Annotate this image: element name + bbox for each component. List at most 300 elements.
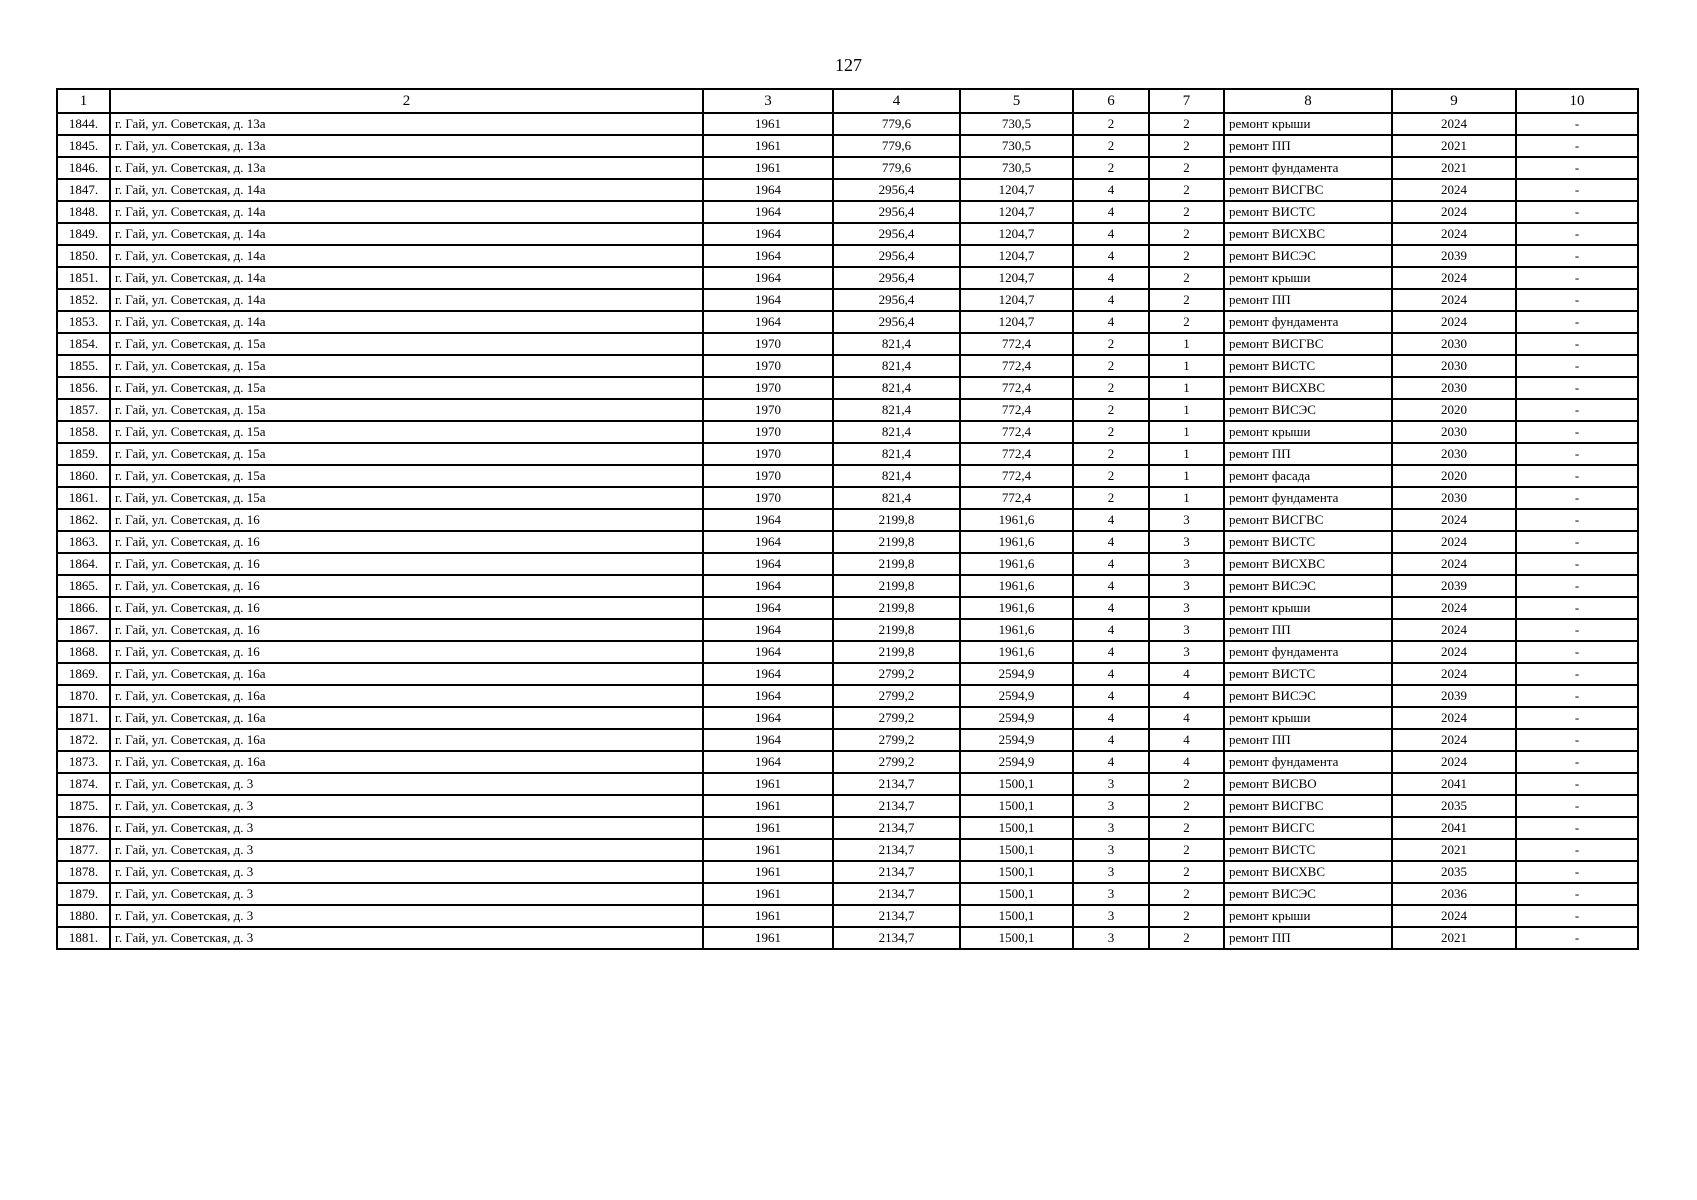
cell-work-type: ремонт ВИСВО (1224, 773, 1392, 795)
table-header-row (57, 89, 1638, 113)
cell-total-area: 821,4 (833, 355, 960, 377)
cell-note: - (1516, 663, 1638, 685)
cell-total-area: 2134,7 (833, 795, 960, 817)
cell-note: - (1516, 509, 1638, 531)
cell-note: - (1516, 597, 1638, 619)
cell-planned-year: 2021 (1392, 157, 1516, 179)
cell-year-built: 1964 (703, 179, 833, 201)
cell-total-area: 2134,7 (833, 905, 960, 927)
cell-row-number: 1857. (57, 399, 110, 421)
cell-entrances: 2 (1149, 839, 1224, 861)
cell-planned-year: 2020 (1392, 465, 1516, 487)
cell-address: г. Гай, ул. Советская, д. 15а (110, 355, 703, 377)
cell-total-area: 779,6 (833, 135, 960, 157)
cell-note: - (1516, 465, 1638, 487)
cell-work-type: ремонт ВИСГС (1224, 817, 1392, 839)
cell-planned-year: 2039 (1392, 245, 1516, 267)
cell-living-area: 1961,6 (960, 641, 1073, 663)
cell-work-type: ремонт ВИСХВС (1224, 377, 1392, 399)
cell-total-area: 2199,8 (833, 553, 960, 575)
cell-planned-year: 2035 (1392, 861, 1516, 883)
cell-floors: 4 (1073, 729, 1149, 751)
cell-entrances: 4 (1149, 663, 1224, 685)
cell-floors: 4 (1073, 245, 1149, 267)
cell-work-type: ремонт фундамента (1224, 311, 1392, 333)
cell-living-area: 2594,9 (960, 707, 1073, 729)
cell-entrances: 1 (1149, 333, 1224, 355)
cell-living-area: 1204,7 (960, 289, 1073, 311)
cell-planned-year: 2036 (1392, 883, 1516, 905)
column-header-7: 7 (1149, 89, 1224, 113)
cell-year-built: 1964 (703, 553, 833, 575)
table-row (57, 685, 1638, 707)
column-header-5: 5 (960, 89, 1073, 113)
cell-row-number: 1864. (57, 553, 110, 575)
cell-entrances: 1 (1149, 377, 1224, 399)
cell-note: - (1516, 289, 1638, 311)
cell-floors: 2 (1073, 421, 1149, 443)
cell-planned-year: 2024 (1392, 311, 1516, 333)
cell-floors: 2 (1073, 443, 1149, 465)
cell-floors: 3 (1073, 927, 1149, 949)
column-header-1: 1 (57, 89, 110, 113)
table-row (57, 201, 1638, 223)
cell-work-type: ремонт ВИСЭС (1224, 245, 1392, 267)
cell-row-number: 1876. (57, 817, 110, 839)
cell-work-type: ремонт ВИСХВС (1224, 553, 1392, 575)
cell-note: - (1516, 575, 1638, 597)
cell-work-type: ремонт ВИСГВС (1224, 795, 1392, 817)
table-row (57, 399, 1638, 421)
cell-note: - (1516, 333, 1638, 355)
cell-planned-year: 2024 (1392, 619, 1516, 641)
cell-address: г. Гай, ул. Советская, д. 14а (110, 245, 703, 267)
cell-note: - (1516, 773, 1638, 795)
cell-living-area: 1961,6 (960, 531, 1073, 553)
cell-address: г. Гай, ул. Советская, д. 15а (110, 443, 703, 465)
table-row (57, 707, 1638, 729)
cell-row-number: 1853. (57, 311, 110, 333)
cell-row-number: 1877. (57, 839, 110, 861)
cell-floors: 3 (1073, 861, 1149, 883)
cell-total-area: 2199,8 (833, 509, 960, 531)
cell-address: г. Гай, ул. Советская, д. 14а (110, 179, 703, 201)
cell-total-area: 821,4 (833, 487, 960, 509)
cell-row-number: 1869. (57, 663, 110, 685)
cell-living-area: 772,4 (960, 421, 1073, 443)
table-row (57, 113, 1638, 135)
cell-total-area: 821,4 (833, 333, 960, 355)
cell-year-built: 1970 (703, 355, 833, 377)
cell-year-built: 1970 (703, 487, 833, 509)
cell-row-number: 1855. (57, 355, 110, 377)
cell-entrances: 3 (1149, 597, 1224, 619)
cell-living-area: 1204,7 (960, 311, 1073, 333)
cell-living-area: 1500,1 (960, 817, 1073, 839)
cell-row-number: 1852. (57, 289, 110, 311)
cell-work-type: ремонт фундамента (1224, 487, 1392, 509)
cell-entrances: 2 (1149, 113, 1224, 135)
cell-planned-year: 2039 (1392, 685, 1516, 707)
cell-entrances: 1 (1149, 355, 1224, 377)
cell-row-number: 1862. (57, 509, 110, 531)
cell-note: - (1516, 223, 1638, 245)
cell-entrances: 2 (1149, 267, 1224, 289)
cell-year-built: 1961 (703, 905, 833, 927)
table-row (57, 289, 1638, 311)
cell-year-built: 1964 (703, 707, 833, 729)
cell-note: - (1516, 707, 1638, 729)
cell-entrances: 3 (1149, 531, 1224, 553)
cell-living-area: 730,5 (960, 113, 1073, 135)
cell-floors: 3 (1073, 905, 1149, 927)
cell-living-area: 772,4 (960, 377, 1073, 399)
cell-living-area: 772,4 (960, 355, 1073, 377)
cell-living-area: 1500,1 (960, 773, 1073, 795)
cell-note: - (1516, 113, 1638, 135)
table-body (57, 113, 1638, 949)
table-row (57, 575, 1638, 597)
column-header-9: 9 (1392, 89, 1516, 113)
cell-planned-year: 2024 (1392, 509, 1516, 531)
table-row (57, 751, 1638, 773)
cell-year-built: 1964 (703, 685, 833, 707)
cell-living-area: 1961,6 (960, 553, 1073, 575)
column-header-10: 10 (1516, 89, 1638, 113)
cell-address: г. Гай, ул. Советская, д. 16 (110, 553, 703, 575)
cell-address: г. Гай, ул. Советская, д. 3 (110, 905, 703, 927)
cell-entrances: 3 (1149, 553, 1224, 575)
cell-floors: 2 (1073, 333, 1149, 355)
cell-entrances: 2 (1149, 201, 1224, 223)
cell-floors: 4 (1073, 267, 1149, 289)
cell-planned-year: 2039 (1392, 575, 1516, 597)
cell-note: - (1516, 751, 1638, 773)
cell-row-number: 1872. (57, 729, 110, 751)
table-row (57, 839, 1638, 861)
cell-planned-year: 2020 (1392, 399, 1516, 421)
cell-entrances: 2 (1149, 927, 1224, 949)
cell-address: г. Гай, ул. Советская, д. 16а (110, 729, 703, 751)
cell-total-area: 2199,8 (833, 619, 960, 641)
cell-living-area: 1204,7 (960, 267, 1073, 289)
table-row (57, 355, 1638, 377)
cell-year-built: 1961 (703, 861, 833, 883)
cell-address: г. Гай, ул. Советская, д. 3 (110, 773, 703, 795)
cell-living-area: 772,4 (960, 465, 1073, 487)
cell-row-number: 1861. (57, 487, 110, 509)
cell-note: - (1516, 619, 1638, 641)
cell-floors: 3 (1073, 817, 1149, 839)
cell-address: г. Гай, ул. Советская, д. 16 (110, 597, 703, 619)
cell-total-area: 2134,7 (833, 817, 960, 839)
cell-year-built: 1964 (703, 223, 833, 245)
table-row (57, 773, 1638, 795)
column-header-6: 6 (1073, 89, 1149, 113)
cell-year-built: 1964 (703, 663, 833, 685)
cell-work-type: ремонт фундамента (1224, 641, 1392, 663)
cell-address: г. Гай, ул. Советская, д. 15а (110, 333, 703, 355)
cell-note: - (1516, 399, 1638, 421)
cell-note: - (1516, 531, 1638, 553)
cell-work-type: ремонт ПП (1224, 443, 1392, 465)
table-row (57, 729, 1638, 751)
table-row (57, 619, 1638, 641)
cell-planned-year: 2024 (1392, 267, 1516, 289)
cell-address: г. Гай, ул. Советская, д. 14а (110, 223, 703, 245)
cell-address: г. Гай, ул. Советская, д. 16 (110, 641, 703, 663)
cell-floors: 2 (1073, 113, 1149, 135)
cell-planned-year: 2024 (1392, 113, 1516, 135)
cell-note: - (1516, 861, 1638, 883)
cell-row-number: 1858. (57, 421, 110, 443)
cell-floors: 4 (1073, 685, 1149, 707)
cell-floors: 4 (1073, 509, 1149, 531)
cell-living-area: 1204,7 (960, 245, 1073, 267)
column-header-8: 8 (1224, 89, 1392, 113)
cell-year-built: 1964 (703, 729, 833, 751)
cell-address: г. Гай, ул. Советская, д. 14а (110, 201, 703, 223)
cell-address: г. Гай, ул. Советская, д. 14а (110, 289, 703, 311)
cell-living-area: 1204,7 (960, 223, 1073, 245)
cell-total-area: 2956,4 (833, 201, 960, 223)
cell-work-type: ремонт крыши (1224, 905, 1392, 927)
cell-year-built: 1970 (703, 333, 833, 355)
cell-entrances: 2 (1149, 883, 1224, 905)
cell-year-built: 1961 (703, 927, 833, 949)
cell-living-area: 772,4 (960, 399, 1073, 421)
cell-entrances: 2 (1149, 861, 1224, 883)
cell-row-number: 1870. (57, 685, 110, 707)
cell-total-area: 821,4 (833, 377, 960, 399)
cell-planned-year: 2024 (1392, 201, 1516, 223)
cell-year-built: 1961 (703, 113, 833, 135)
cell-row-number: 1881. (57, 927, 110, 949)
cell-year-built: 1970 (703, 399, 833, 421)
cell-work-type: ремонт ПП (1224, 729, 1392, 751)
cell-planned-year: 2030 (1392, 421, 1516, 443)
cell-note: - (1516, 443, 1638, 465)
cell-row-number: 1880. (57, 905, 110, 927)
cell-year-built: 1961 (703, 157, 833, 179)
cell-total-area: 2799,2 (833, 729, 960, 751)
cell-floors: 3 (1073, 795, 1149, 817)
cell-living-area: 1500,1 (960, 883, 1073, 905)
cell-planned-year: 2030 (1392, 377, 1516, 399)
cell-work-type: ремонт крыши (1224, 597, 1392, 619)
cell-planned-year: 2021 (1392, 135, 1516, 157)
cell-address: г. Гай, ул. Советская, д. 3 (110, 795, 703, 817)
table-row (57, 179, 1638, 201)
cell-total-area: 2956,4 (833, 311, 960, 333)
table-row (57, 267, 1638, 289)
cell-year-built: 1964 (703, 311, 833, 333)
cell-floors: 3 (1073, 773, 1149, 795)
cell-floors: 4 (1073, 619, 1149, 641)
cell-work-type: ремонт ВИСГВС (1224, 509, 1392, 531)
cell-total-area: 2956,4 (833, 245, 960, 267)
table-row (57, 443, 1638, 465)
cell-address: г. Гай, ул. Советская, д. 3 (110, 927, 703, 949)
cell-floors: 4 (1073, 531, 1149, 553)
cell-work-type: ремонт крыши (1224, 707, 1392, 729)
cell-row-number: 1850. (57, 245, 110, 267)
cell-year-built: 1961 (703, 883, 833, 905)
cell-entrances: 2 (1149, 817, 1224, 839)
cell-living-area: 772,4 (960, 443, 1073, 465)
cell-entrances: 3 (1149, 619, 1224, 641)
cell-row-number: 1859. (57, 443, 110, 465)
cell-address: г. Гай, ул. Советская, д. 15а (110, 465, 703, 487)
cell-year-built: 1970 (703, 443, 833, 465)
cell-row-number: 1851. (57, 267, 110, 289)
cell-work-type: ремонт ВИСГВС (1224, 179, 1392, 201)
cell-year-built: 1970 (703, 421, 833, 443)
register-table (56, 88, 1639, 950)
cell-living-area: 1961,6 (960, 619, 1073, 641)
cell-floors: 4 (1073, 223, 1149, 245)
cell-living-area: 772,4 (960, 487, 1073, 509)
table-row (57, 333, 1638, 355)
table-row (57, 883, 1638, 905)
column-header-4: 4 (833, 89, 960, 113)
cell-total-area: 2799,2 (833, 663, 960, 685)
cell-floors: 4 (1073, 311, 1149, 333)
cell-total-area: 779,6 (833, 157, 960, 179)
cell-living-area: 1204,7 (960, 179, 1073, 201)
cell-planned-year: 2024 (1392, 553, 1516, 575)
cell-planned-year: 2021 (1392, 839, 1516, 861)
cell-address: г. Гай, ул. Советская, д. 14а (110, 267, 703, 289)
cell-living-area: 1961,6 (960, 597, 1073, 619)
cell-work-type: ремонт фасада (1224, 465, 1392, 487)
cell-floors: 4 (1073, 707, 1149, 729)
cell-row-number: 1867. (57, 619, 110, 641)
table-row (57, 927, 1638, 949)
cell-note: - (1516, 245, 1638, 267)
cell-work-type: ремонт ВИСТС (1224, 355, 1392, 377)
cell-row-number: 1866. (57, 597, 110, 619)
cell-total-area: 2199,8 (833, 597, 960, 619)
cell-year-built: 1961 (703, 135, 833, 157)
cell-planned-year: 2024 (1392, 707, 1516, 729)
cell-year-built: 1970 (703, 377, 833, 399)
cell-planned-year: 2030 (1392, 443, 1516, 465)
cell-entrances: 1 (1149, 487, 1224, 509)
cell-planned-year: 2024 (1392, 751, 1516, 773)
cell-row-number: 1846. (57, 157, 110, 179)
cell-row-number: 1856. (57, 377, 110, 399)
cell-work-type: ремонт крыши (1224, 267, 1392, 289)
cell-note: - (1516, 817, 1638, 839)
cell-floors: 4 (1073, 663, 1149, 685)
cell-entrances: 2 (1149, 135, 1224, 157)
cell-total-area: 2199,8 (833, 575, 960, 597)
cell-row-number: 1848. (57, 201, 110, 223)
cell-living-area: 1961,6 (960, 575, 1073, 597)
cell-work-type: ремонт ВИСЭС (1224, 575, 1392, 597)
table-row (57, 245, 1638, 267)
cell-living-area: 730,5 (960, 157, 1073, 179)
cell-row-number: 1854. (57, 333, 110, 355)
cell-note: - (1516, 927, 1638, 949)
table-row (57, 553, 1638, 575)
cell-living-area: 2594,9 (960, 729, 1073, 751)
cell-address: г. Гай, ул. Советская, д. 14а (110, 311, 703, 333)
cell-note: - (1516, 641, 1638, 663)
cell-year-built: 1964 (703, 201, 833, 223)
cell-address: г. Гай, ул. Советская, д. 16а (110, 707, 703, 729)
cell-year-built: 1964 (703, 619, 833, 641)
table-row (57, 597, 1638, 619)
cell-row-number: 1875. (57, 795, 110, 817)
cell-entrances: 4 (1149, 685, 1224, 707)
cell-row-number: 1844. (57, 113, 110, 135)
cell-note: - (1516, 487, 1638, 509)
cell-total-area: 2134,7 (833, 839, 960, 861)
cell-note: - (1516, 553, 1638, 575)
cell-address: г. Гай, ул. Советская, д. 3 (110, 861, 703, 883)
cell-total-area: 2199,8 (833, 641, 960, 663)
cell-planned-year: 2030 (1392, 487, 1516, 509)
cell-entrances: 1 (1149, 465, 1224, 487)
cell-address: г. Гай, ул. Советская, д. 13а (110, 113, 703, 135)
cell-living-area: 2594,9 (960, 685, 1073, 707)
cell-work-type: ремонт ВИСЭС (1224, 883, 1392, 905)
cell-living-area: 1500,1 (960, 795, 1073, 817)
cell-entrances: 1 (1149, 421, 1224, 443)
cell-work-type: ремонт фундамента (1224, 751, 1392, 773)
cell-entrances: 4 (1149, 707, 1224, 729)
table-row (57, 531, 1638, 553)
cell-entrances: 3 (1149, 641, 1224, 663)
cell-year-built: 1964 (703, 751, 833, 773)
cell-planned-year: 2024 (1392, 597, 1516, 619)
cell-work-type: ремонт ВИСХВС (1224, 861, 1392, 883)
cell-entrances: 4 (1149, 729, 1224, 751)
cell-floors: 4 (1073, 289, 1149, 311)
cell-row-number: 1865. (57, 575, 110, 597)
cell-total-area: 821,4 (833, 421, 960, 443)
cell-entrances: 2 (1149, 311, 1224, 333)
cell-planned-year: 2024 (1392, 641, 1516, 663)
cell-address: г. Гай, ул. Советская, д. 16а (110, 663, 703, 685)
cell-planned-year: 2035 (1392, 795, 1516, 817)
cell-total-area: 779,6 (833, 113, 960, 135)
cell-living-area: 1961,6 (960, 509, 1073, 531)
cell-address: г. Гай, ул. Советская, д. 3 (110, 839, 703, 861)
cell-entrances: 1 (1149, 443, 1224, 465)
cell-floors: 4 (1073, 575, 1149, 597)
cell-planned-year: 2041 (1392, 773, 1516, 795)
cell-total-area: 2956,4 (833, 267, 960, 289)
table-row (57, 509, 1638, 531)
cell-living-area: 1500,1 (960, 927, 1073, 949)
cell-year-built: 1961 (703, 773, 833, 795)
cell-floors: 2 (1073, 377, 1149, 399)
cell-year-built: 1970 (703, 465, 833, 487)
cell-row-number: 1847. (57, 179, 110, 201)
cell-row-number: 1863. (57, 531, 110, 553)
cell-note: - (1516, 421, 1638, 443)
cell-floors: 2 (1073, 399, 1149, 421)
cell-row-number: 1879. (57, 883, 110, 905)
cell-address: г. Гай, ул. Советская, д. 16а (110, 751, 703, 773)
cell-address: г. Гай, ул. Советская, д. 13а (110, 157, 703, 179)
cell-address: г. Гай, ул. Советская, д. 15а (110, 421, 703, 443)
cell-work-type: ремонт ВИСЭС (1224, 399, 1392, 421)
cell-year-built: 1964 (703, 267, 833, 289)
